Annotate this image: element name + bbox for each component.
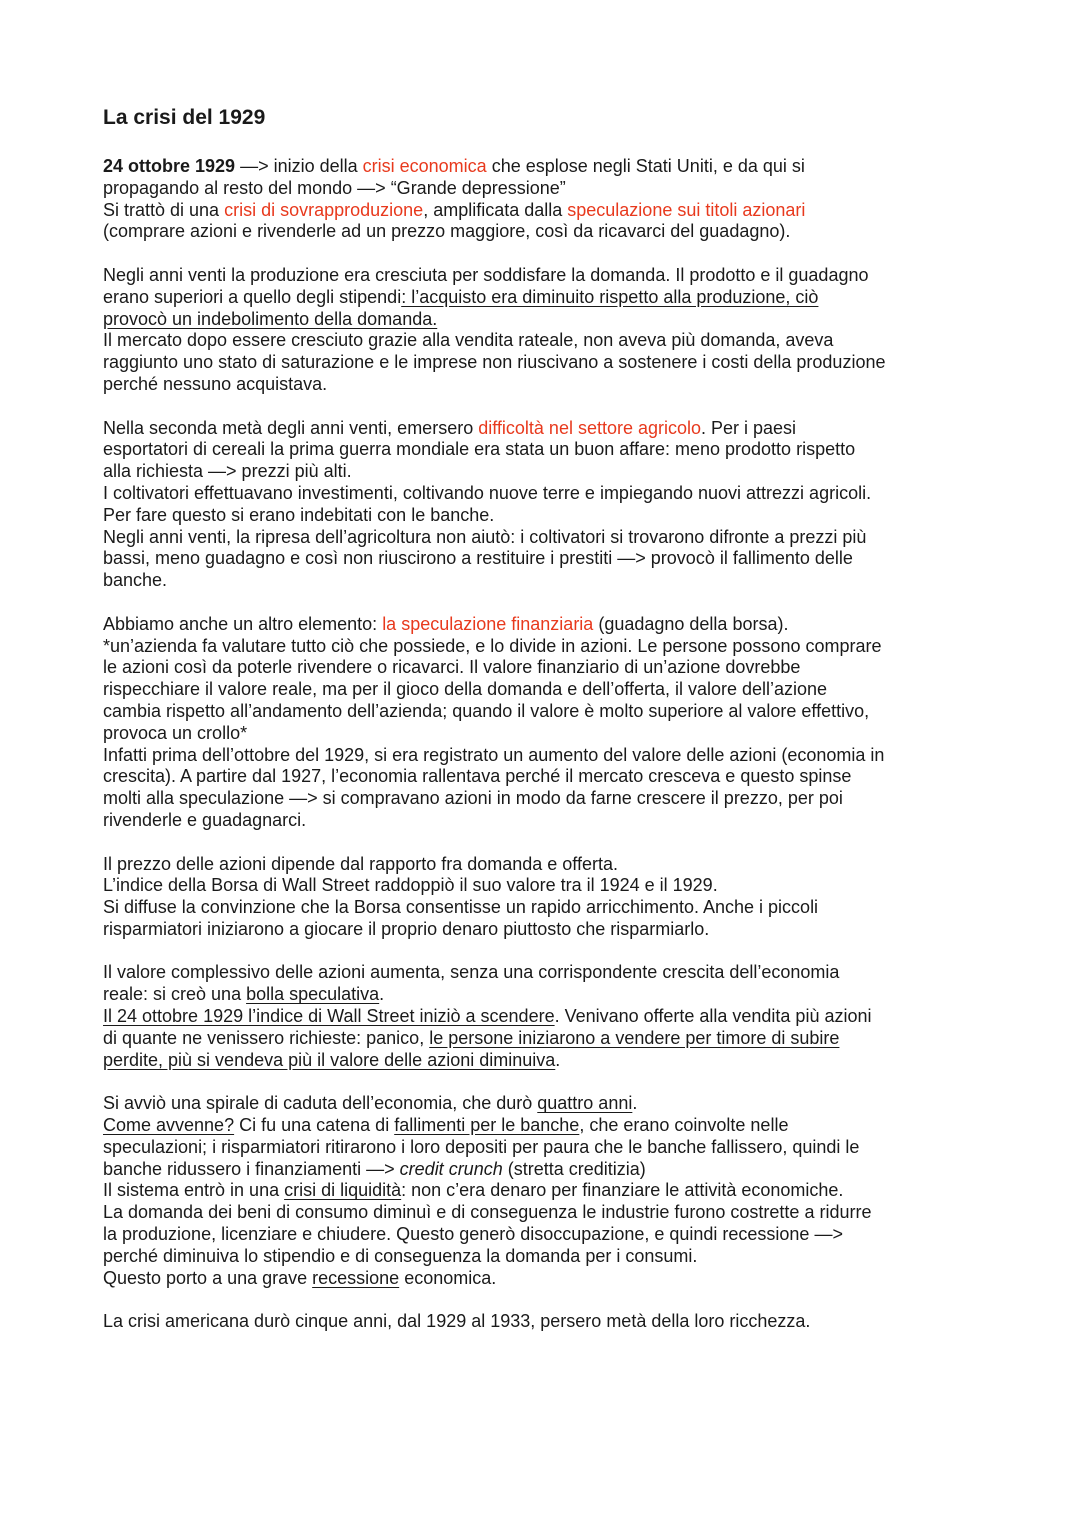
text-line [103, 919, 993, 941]
text-line [103, 461, 993, 483]
text-line [103, 178, 993, 200]
document-page [103, 104, 993, 1355]
text-line [103, 1006, 993, 1028]
document-body [103, 156, 993, 1333]
text-segment: alla richiesta —> prezzi più alti. [103, 461, 352, 482]
text-line [103, 701, 993, 723]
text-line [103, 548, 993, 570]
text-line [103, 265, 993, 287]
highlighted-term: crisi economica [362, 156, 487, 176]
underlined-text: : l’acquisto era diminuito rispetto alla produzione, ciò [401, 286, 819, 307]
text-line [103, 766, 993, 788]
text-line [103, 1180, 993, 1202]
text-line [103, 1050, 993, 1072]
text-segment: provoca un crollo* [103, 722, 248, 743]
text-segment: esportatori di cereali la prima guerra mondiale era stata un buon affare: meno prodotto rispetto [103, 439, 856, 460]
text-line [103, 657, 993, 679]
text-line [103, 483, 993, 505]
text-segment: rivenderle e guadagnarci. [103, 809, 307, 830]
text-line [103, 745, 993, 767]
paragraph [103, 265, 993, 396]
text-line [103, 1093, 993, 1115]
text-line [103, 1311, 993, 1333]
text-line [103, 636, 993, 658]
text-line [103, 1137, 993, 1159]
text-segment: banche ridussero i finanziamenti —> [103, 1158, 400, 1179]
text-line [103, 897, 993, 919]
text-segment: *un’azienda fa valutare tutto ciò che possiede, e lo divide in azioni. Le persone possono comprare [103, 635, 882, 656]
highlighted-term: la speculazione finanziaria [382, 613, 594, 634]
underlined-text: Come avvenne? [103, 1115, 235, 1136]
text-line [103, 1246, 993, 1268]
text-line [103, 679, 993, 701]
text-line [103, 984, 993, 1006]
text-segment: Questo porto a una grave [103, 1267, 313, 1288]
text-line [103, 788, 993, 810]
text-line [103, 156, 993, 178]
text-segment: Negli anni venti la produzione era cresciuta per soddisfare la domanda. Il prodotto e il guadagno [103, 264, 869, 285]
text-line [103, 374, 993, 396]
text-line [103, 1028, 993, 1050]
underlined-text: bolla speculativa [246, 984, 380, 1005]
text-segment: rispecchiare il valore reale, ma per il gioco della domanda e dell’offerta, il valore dell’azione [103, 679, 828, 700]
text-segment: . Per i paesi [701, 417, 797, 438]
text-segment: molti alla speculazione —> si compravano azioni in modo da farne crescere il prezzo, per poi [103, 788, 843, 809]
text-segment: . [555, 1049, 561, 1070]
highlighted-term: speculazione sui titoli azionari [567, 199, 806, 220]
text-line [103, 1268, 993, 1290]
text-segment: cambia rispetto all’andamento dell’azienda; quando il valore è molto superiore al valore effettivo, [103, 700, 870, 721]
text-segment: . [632, 1093, 638, 1114]
text-segment: . [379, 984, 385, 1005]
text-segment: speculazioni; i risparmiatori ritirarono i loro depositi per paura che le banche fallissero, quindi le [103, 1136, 860, 1157]
text-segment: Infatti prima dell’ottobre del 1929, si era registrato un aumento del valore delle azioni (economia in [103, 744, 885, 765]
underlined-text: perdite, più si vendeva più il valore delle azioni diminuiva [103, 1049, 556, 1070]
text-line [103, 1202, 993, 1224]
text-segment: reale: si creò una [103, 984, 247, 1005]
text-segment: risparmiatori iniziarono a giocare il proprio denaro piuttosto che risparmiarlo. [103, 918, 710, 939]
paragraph [103, 156, 993, 243]
text-line [103, 287, 993, 309]
text-line [103, 352, 993, 374]
text-line [103, 1159, 993, 1181]
text-segment: : non c’era denaro per finanziare le attività economiche. [401, 1180, 844, 1201]
text-segment: Il prezzo delle azioni dipende dal rapporto fra domanda e offerta. [103, 853, 619, 874]
paragraph [103, 1311, 993, 1333]
text-line [103, 962, 993, 984]
text-segment: (stretta creditizia) [502, 1158, 646, 1179]
text-segment: . Venivano offerte alla vendita più azioni [554, 1006, 872, 1027]
text-segment: Abbiamo anche un altro elemento: [103, 613, 383, 634]
text-line [103, 570, 993, 592]
underlined-text: provocò un indebolimento della domanda. [103, 308, 438, 329]
text-segment: erano superiori a quello degli stipendi [103, 286, 402, 307]
text-segment: economica. [399, 1267, 497, 1288]
text-line [103, 309, 993, 331]
highlighted-term: crisi di sovrapproduzione [224, 199, 424, 220]
text-line [103, 875, 993, 897]
text-line [103, 330, 993, 352]
paragraph [103, 962, 993, 1071]
text-segment: Il mercato dopo essere cresciuto grazie alla vendita rateale, non aveva più domanda, aveva [103, 330, 834, 351]
text-line [103, 810, 993, 832]
text-segment: Negli anni venti, la ripresa dell’agricoltura non aiutò: i coltivatori si trovarono difronte a prezzi più [103, 526, 867, 547]
text-line [103, 1115, 993, 1137]
text-segment: la produzione, licenziare e chiudere. Questo generò disoccupazione, e quindi recessione —> [103, 1224, 843, 1245]
underlined-text: le persone iniziarono a vendere per timore di subire [429, 1027, 840, 1048]
text-segment: , amplificata dalla [423, 199, 568, 220]
text-line [103, 505, 993, 527]
italic-term: credit crunch [399, 1158, 503, 1179]
text-segment: che esplose negli Stati Uniti, e da qui si [486, 156, 805, 176]
text-segment: le azioni così da poterle rivendere o ricavarci. Il valore finanziario di un’azione dovrebbe [103, 657, 801, 678]
underlined-text: recessione [312, 1267, 400, 1288]
paragraph [103, 614, 993, 832]
text-segment: La domanda dei beni di consumo diminuì e di conseguenza le industrie furono costrette a ridurre [103, 1202, 872, 1223]
text-line [103, 418, 993, 440]
text-segment: , che erano coinvolte nelle [579, 1115, 789, 1136]
text-segment: Ci fu una catena di [234, 1115, 395, 1136]
underlined-text: crisi di liquidità [284, 1180, 402, 1201]
highlighted-term: difficoltà nel settore agricolo [478, 417, 702, 438]
text-line [103, 854, 993, 876]
text-line [103, 200, 993, 222]
text-segment: Per fare questo si erano indebitati con le banche. [103, 504, 495, 525]
text-segment: raggiunto uno stato di saturazione e le imprese non riuscivano a sostenere i costi della produzione [103, 352, 886, 373]
text-segment: banche. [103, 570, 168, 591]
text-segment: Nella seconda metà degli anni venti, emersero [103, 417, 479, 438]
text-line [103, 527, 993, 549]
text-segment: Si diffuse la convinzione che la Borsa consentisse un rapido arricchimento. Anche i piccoli [103, 897, 819, 918]
text-segment: perché nessuno acquistava. [103, 373, 328, 394]
text-segment: propagando al resto del mondo —> “Grande depressione” [103, 177, 566, 198]
underlined-text: Il 24 ottobre 1929 l’indice di Wall Street iniziò a scendere [103, 1006, 555, 1027]
text-segment: perché diminuiva lo stipendio e di conseguenza la domanda per i consumi. [103, 1245, 698, 1266]
text-segment: La crisi americana durò cinque anni, dal 1929 al 1933, persero metà della loro ricchezza. [103, 1311, 811, 1332]
text-line [103, 1224, 993, 1246]
paragraph [103, 418, 993, 592]
bold-date: 24 ottobre 1929 [103, 156, 236, 176]
text-segment: di quante ne venissero richieste: panico, [103, 1027, 430, 1048]
underlined-text: fallimenti per le banche [394, 1115, 580, 1136]
text-line [103, 439, 993, 461]
text-line [103, 221, 993, 243]
text-line [103, 723, 993, 745]
text-segment: I coltivatori effettuavano investimenti, coltivando nuove terre e impiegando nuovi attrezzi agricoli. [103, 482, 872, 503]
text-segment: Il valore complessivo delle azioni aumenta, senza una corrispondente crescita dell’economia [103, 962, 840, 983]
text-segment: Il sistema entrò in una [103, 1180, 285, 1201]
text-segment: (comprare azioni e rivenderle ad un prezzo maggiore, così da ricavarci del guadagno). [103, 221, 791, 242]
text-segment: crescita). A partire dal 1927, l’economia rallentava perché il mercato cresceva e questo spinse [103, 766, 852, 787]
document-title: La crisi del 1929 [103, 106, 266, 129]
underlined-text: quattro anni [537, 1093, 633, 1114]
text-line [103, 614, 993, 636]
paragraph [103, 1093, 993, 1289]
text-segment: L’indice della Borsa di Wall Street raddoppiò il suo valore tra il 1924 e il 1929. [103, 875, 718, 896]
text-segment: bassi, meno guadagno e così non riuscirono a restituire i prestiti —> provocò il fallimento delle [103, 548, 853, 569]
paragraph [103, 854, 993, 941]
text-segment: Si avviò una spirale di caduta dell’economia, che durò [103, 1093, 538, 1114]
text-segment: —> inizio della [235, 156, 363, 176]
text-segment: Si trattò di una [103, 199, 225, 220]
text-segment: (guadagno della borsa). [593, 613, 789, 634]
